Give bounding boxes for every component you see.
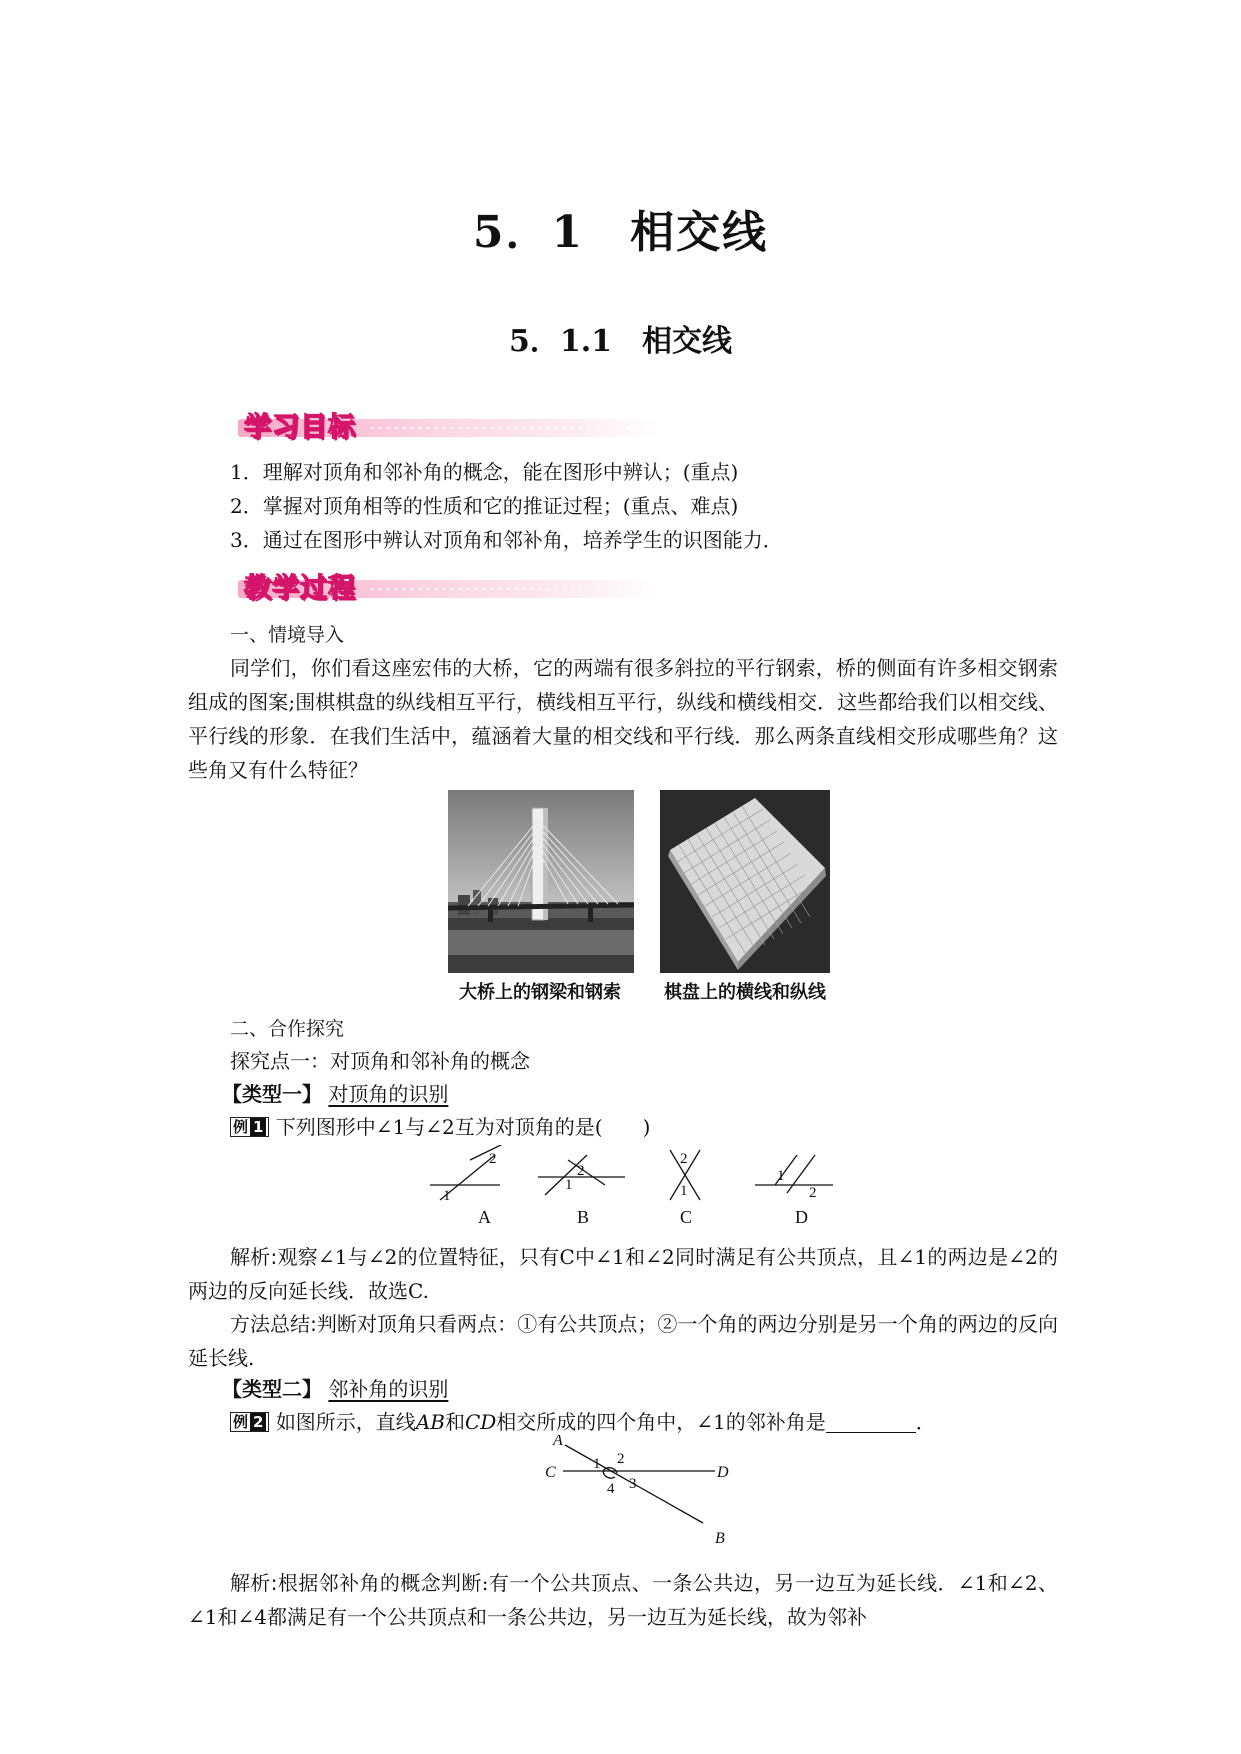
analysis-2 (188, 1566, 1058, 1634)
section-heading: 二、合作探究 (230, 1018, 345, 1040)
example-1-figures (425, 1145, 855, 1225)
example-1-question: 下列图形中∠1与∠2互为对顶角的是( ) (275, 1115, 651, 1139)
fig-label-d: D (795, 1207, 808, 1225)
example-2-figure (545, 1435, 745, 1545)
analysis-text: 观察∠1与∠2的位置特征，只有C中∠1和∠2同时满足有公共顶点，且∠1的两边是∠2的两边的反向延长线．故选C. (188, 1245, 1058, 1303)
photo-caption-right: 棋盘上的横线和纵线 (664, 982, 826, 1003)
fig-b-angle-2: 2 (577, 1163, 585, 1179)
fig-label-b: B (577, 1207, 590, 1225)
fig-a-angle-1: 1 (443, 1188, 451, 1204)
process-banner (238, 566, 658, 606)
explore-point: 探究点一：对顶角和邻补角的概念 (230, 1049, 530, 1073)
method-label: 方法总结: (230, 1312, 317, 1336)
fig-a-angle-2: 2 (489, 1151, 497, 1167)
goal-item: 3．通过在图形中辨认对顶角和邻补角，培养学生的识图能力． (230, 528, 783, 552)
answer-blank[interactable] (826, 1410, 916, 1433)
intro-paragraph: 同学们，你们看这座宏伟的大桥，它的两端有很多斜拉的平行钢索，桥的侧面有许多相交钢索组成的图案;围棋棋盘的纵线相互平行，横线相互平行，纵线和横线相交．这些都给我们以相交线、平行线的形象．在我们生活中，蕴涵着大量的相交线和平行线．那么两条直线相交形成哪些角？这些角又有什么特征？ (188, 656, 1058, 782)
goals-banner (238, 405, 658, 445)
fig-label-c: C (680, 1207, 693, 1225)
type-heading (222, 1077, 1092, 1111)
goals-banner-label: 学习目标 (244, 412, 356, 443)
type-bracket: 【类型二】 (222, 1377, 322, 1401)
photo-caption-left: 大桥上的钢梁和钢索 (459, 982, 621, 1003)
type-heading (222, 1372, 1092, 1406)
go-board-photo (660, 790, 830, 973)
fig-c-angle-2: 2 (680, 1151, 688, 1167)
bridge-photo (448, 790, 634, 973)
example-tag: 例 1 (230, 1117, 269, 1137)
point-c: C (545, 1464, 556, 1481)
type-title: 邻补角的识别 (328, 1377, 449, 1401)
fig-b-angle-1: 1 (565, 1177, 573, 1193)
analysis-label: 解析: (230, 1245, 278, 1269)
method-text: 判断对顶角只看两点：①有公共顶点；②一个角的两边分别是另一个角的两边的反向延长线. (188, 1312, 1059, 1370)
fig-c-angle-1: 1 (680, 1183, 688, 1199)
page-title: 5．1 相交线 (472, 207, 769, 258)
analysis-1 (188, 1240, 1058, 1308)
type-bracket: 【类型一】 (222, 1082, 322, 1106)
angle-1-label: 1 (593, 1456, 601, 1472)
method-summary (188, 1307, 1058, 1375)
fig-label-a: A (478, 1207, 491, 1225)
angle-2-label: 2 (617, 1451, 625, 1467)
fig-d-angle-2: 2 (809, 1185, 817, 1201)
angle-4-label: 4 (607, 1481, 615, 1497)
process-banner-label: 教学过程 (244, 573, 356, 604)
angle-3-label: 3 (629, 1476, 637, 1492)
analysis-label: 解析: (230, 1571, 278, 1595)
point-b: B (715, 1530, 725, 1545)
point-a: A (553, 1435, 563, 1449)
analysis-text: 根据邻补角的概念判断:有一个公共顶点、一条公共边，另一边互为延长线．∠1和∠2、∠1和∠4都满足有一个公共顶点和一条公共边，另一边互为延长线，故为邻补 (188, 1571, 1058, 1629)
example-1-question-line (230, 1110, 1100, 1144)
example-tag: 例 2 (230, 1412, 269, 1432)
example-2-question-line: 例 2 如图所示，直线AB和CD相交所成的四个角中，∠1的邻补角是 ． (230, 1405, 1100, 1439)
goal-item: 1．理解对顶角和邻补角的概念，能在图形中辨认；(重点) (230, 460, 739, 484)
type-title: 对顶角的识别 (328, 1082, 449, 1106)
goal-item: 2．掌握对顶角相等的性质和它的推证过程；(重点、难点) (230, 494, 739, 518)
section-heading: 一、情境导入 (230, 624, 345, 646)
section-subtitle: 5．1.1 相交线 (508, 324, 733, 359)
fig-d-angle-1: 1 (777, 1168, 785, 1184)
point-d: D (717, 1464, 729, 1481)
